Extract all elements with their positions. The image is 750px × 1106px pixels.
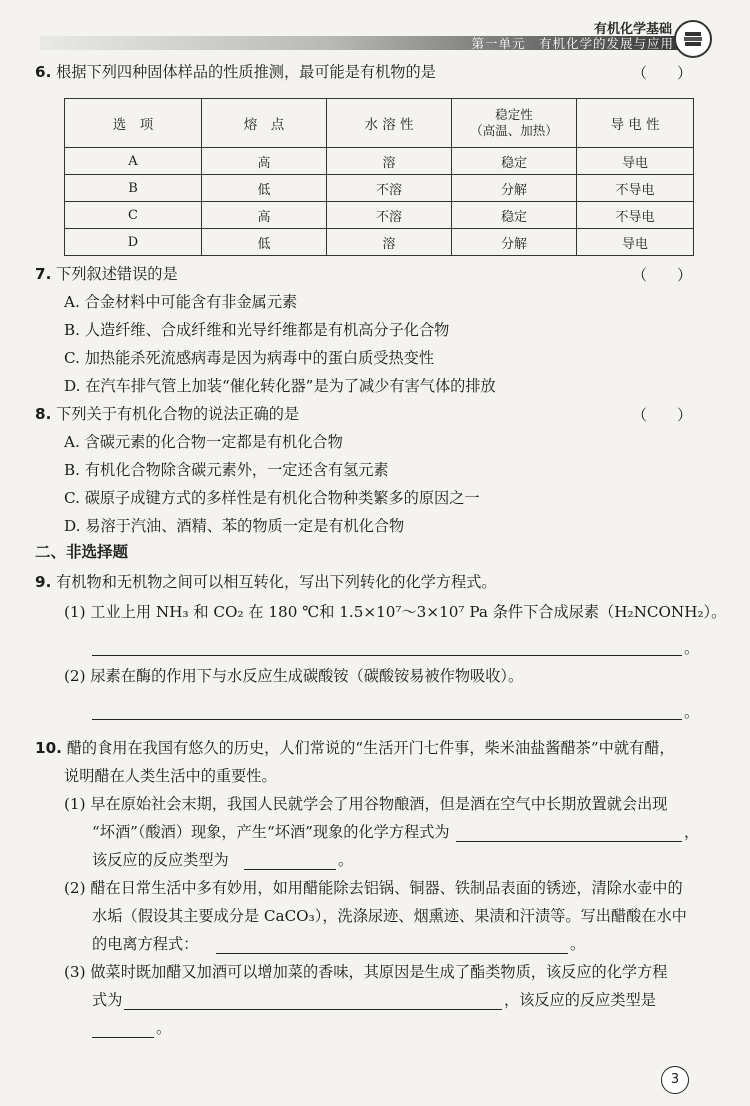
period: 。: [338, 851, 354, 869]
option-c: C. 碳原子成键方式的多样性是有机化合物种类繁多的原因之一: [64, 489, 480, 507]
question-number: 7.: [35, 265, 52, 283]
table-cell: 低: [202, 175, 327, 202]
q10-part-2: (2) 醋在日常生活中多有妙用，如用醋能除去铝锅、铜器、铁制品表面的锈迹，清除水壶中的: [64, 879, 683, 897]
col-header-option: 选 项: [65, 99, 202, 148]
question-text: 根据下列四种固体样品的性质推测，最可能是有机物的是: [56, 63, 436, 81]
question-text: 有机物和无机物之间可以相互转化，写出下列转化的化学方程式。: [56, 573, 497, 591]
q9-part-2: (2) 尿素在酶的作用下与水反应生成碳酸铵（碳酸铵易被作物吸收）。: [64, 667, 524, 685]
table-cell: B: [65, 175, 202, 202]
col-header-stability: [452, 99, 577, 148]
question-text: 下列关于有机化合物的说法正确的是: [56, 405, 300, 423]
col-header-conductivity: 导 电 性: [577, 99, 694, 148]
answer-line[interactable]: [456, 841, 682, 842]
option-d: D. 在汽车排气管上加装“催化转化器”是为了减少有害气体的排放: [64, 377, 496, 395]
q10-part-1-line2: “坏酒”（酸酒）现象，产生“坏酒”现象的化学方程式为: [92, 823, 450, 841]
table-cell: 导电: [577, 148, 694, 175]
answer-paren: （ ）: [632, 64, 693, 82]
table-cell: 导电: [577, 229, 694, 256]
question-9: [35, 568, 497, 596]
table-row: [65, 148, 694, 175]
period: 。: [684, 639, 700, 657]
comma: ，: [684, 823, 700, 841]
unit-title: 第一单元 有机化学的发展与应用: [471, 36, 674, 51]
period: 。: [156, 1019, 172, 1037]
table-cell: 分解: [452, 229, 577, 256]
q10-part-2-line2: 水垢（假设其主要成分是 CaCO₃），洗涤尿迹、烟熏迹、果渍和汗渍等。写出醋酸在水中: [92, 907, 687, 925]
table-cell: 分解: [452, 175, 577, 202]
option-a: A. 合金材料中可能含有非金属元素: [64, 293, 298, 311]
table-row: [65, 202, 694, 229]
table-row: [65, 229, 694, 256]
period: 。: [684, 703, 700, 721]
table-cell: 不溶: [327, 175, 452, 202]
q10-part-2-line3: 的电离方程式：: [92, 935, 199, 953]
question-8: [35, 400, 299, 428]
page-number: 3: [661, 1066, 689, 1094]
col-header-melting: 熔 点: [202, 99, 327, 148]
question-number: 6.: [35, 63, 52, 81]
question-text: 下列叙述错误的是: [56, 265, 178, 283]
table-cell: 不溶: [327, 202, 452, 229]
answer-line[interactable]: [216, 953, 568, 954]
answer-line[interactable]: [244, 869, 336, 870]
option-a: A. 含碳元素的化合物一定都是有机化合物: [64, 433, 343, 451]
question-text: 醋的食用在我国有悠久的历史，人们常说的“生活开门七件事，柴米油盐酱醋茶”中就有醋，: [66, 739, 675, 757]
book-title: 有机化学基础: [593, 22, 672, 37]
q10-part-3-line2: 式为: [92, 991, 123, 1009]
col-header-solubility: 水 溶 性: [327, 99, 452, 148]
question-number: 10.: [35, 739, 62, 757]
table-cell: 不导电: [577, 175, 694, 202]
table-cell: C: [65, 202, 202, 229]
table-cell: 稳定: [452, 202, 577, 229]
table-row: [65, 175, 694, 202]
question-7: [35, 260, 178, 288]
table-cell: 溶: [327, 229, 452, 256]
table-cell: A: [65, 148, 202, 175]
stability-condition: （高温、加热）: [470, 123, 558, 138]
question-number: 8.: [35, 405, 52, 423]
option-b: B. 人造纤维、合成纤维和光导纤维都是有机高分子化合物: [64, 321, 450, 339]
book-icon: [674, 20, 712, 58]
answer-line[interactable]: [92, 1037, 154, 1038]
option-d: D. 易溶于汽油、酒精、苯的物质一定是有机化合物: [64, 517, 405, 535]
table-header-row: [65, 99, 694, 148]
question-text-cont: 说明醋在人类生活中的重要性。: [64, 767, 277, 785]
question-number: 9.: [35, 573, 52, 591]
table-cell: 不导电: [577, 202, 694, 229]
section-heading: 二、非选择题: [35, 543, 129, 561]
q10-part-3: (3) 做菜时既加醋又加酒可以增加菜的香味，其原因是生成了酯类物质，该反应的化学方程: [64, 963, 668, 981]
table-cell: D: [65, 229, 202, 256]
stability-label: 稳定性: [495, 107, 533, 122]
table-cell: 高: [202, 148, 327, 175]
q10-part-1: (1) 早在原始社会末期，我国人民就学会了用谷物酿酒，但是酒在空气中长期放置就会出现: [64, 795, 668, 813]
properties-table: [64, 98, 694, 256]
answer-paren: （ ）: [632, 266, 693, 284]
answer-paren: （ ）: [632, 406, 693, 424]
question-6: [35, 58, 436, 86]
table-cell: 溶: [327, 148, 452, 175]
option-c: C. 加热能杀死流感病毒是因为病毒中的蛋白质受热变性: [64, 349, 435, 367]
period: 。: [570, 935, 586, 953]
book-stack-icon: [676, 22, 710, 56]
answer-line[interactable]: [92, 655, 682, 656]
table-cell: 低: [202, 229, 327, 256]
q10-part-1-line3: 该反应的反应类型为: [92, 851, 229, 869]
option-b: B. 有机化合物除含碳元素外，一定还含有氢元素: [64, 461, 389, 479]
answer-line[interactable]: [124, 1009, 502, 1010]
q9-part-1: (1) 工业上用 NH₃ 和 CO₂ 在 180 ℃和 1.5×10⁷～3×10⁷ Pa 条件下合成尿素（H₂NCONH₂）。: [64, 603, 727, 621]
table-cell: 稳定: [452, 148, 577, 175]
table-cell: 高: [202, 202, 327, 229]
question-10: [35, 734, 675, 762]
q10-part-3-tail: ，该反应的反应类型是: [504, 991, 656, 1009]
answer-line[interactable]: [92, 719, 682, 720]
page-header: [40, 20, 712, 56]
